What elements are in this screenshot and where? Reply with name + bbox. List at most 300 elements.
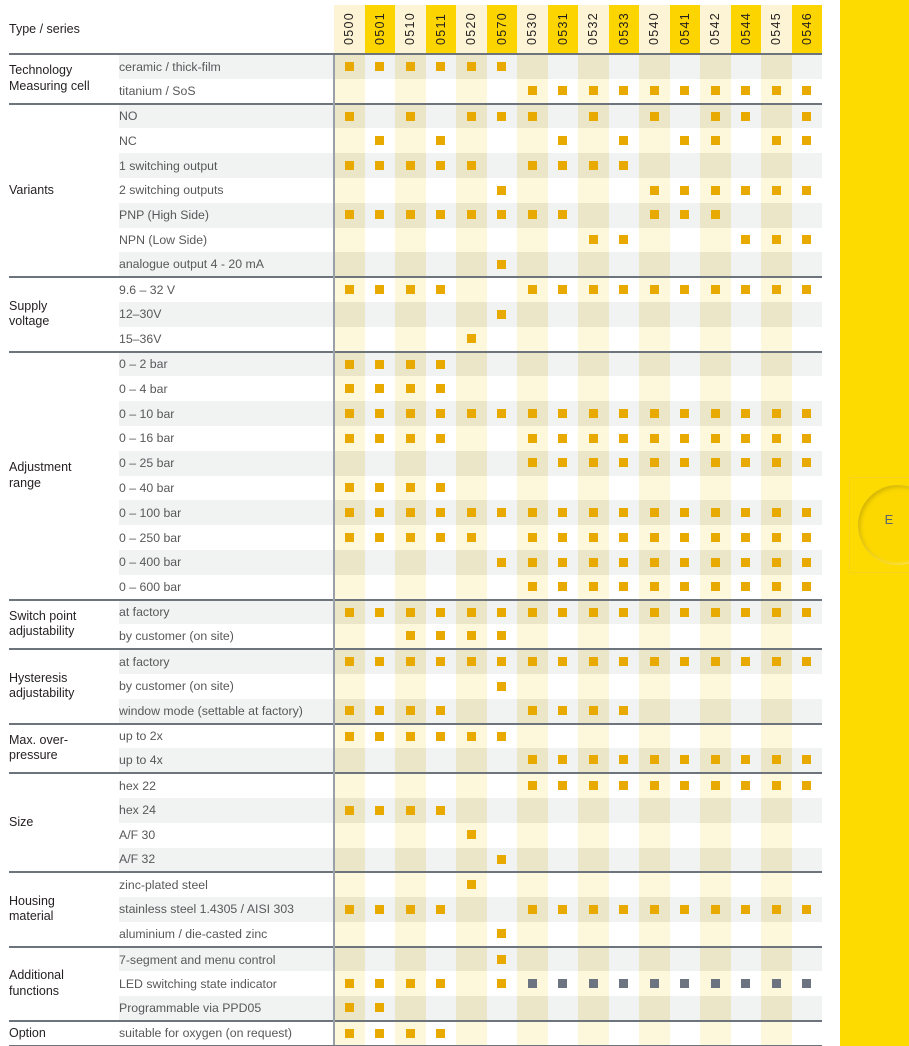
cell-0500[interactable]: [334, 401, 365, 426]
cell-0544[interactable]: [731, 79, 762, 104]
cell-0542[interactable]: [700, 947, 731, 972]
cell-0540[interactable]: [639, 748, 670, 773]
cell-0546[interactable]: [792, 252, 823, 277]
cell-0520[interactable]: [456, 228, 487, 253]
cell-0546[interactable]: [792, 674, 823, 699]
cell-0530[interactable]: [517, 773, 548, 798]
cell-0544[interactable]: [731, 947, 762, 972]
cell-0546[interactable]: [792, 228, 823, 253]
cell-0544[interactable]: [731, 451, 762, 476]
cell-0500[interactable]: [334, 525, 365, 550]
cell-0533[interactable]: [609, 649, 640, 674]
cell-0510[interactable]: [395, 624, 426, 649]
cell-0500[interactable]: [334, 252, 365, 277]
cell-0545[interactable]: [761, 178, 792, 203]
cell-0541[interactable]: [670, 426, 701, 451]
cell-0531[interactable]: [548, 426, 579, 451]
cell-0530[interactable]: [517, 922, 548, 947]
cell-0511[interactable]: [426, 848, 457, 873]
cell-0570[interactable]: [487, 897, 518, 922]
cell-0546[interactable]: [792, 54, 823, 79]
cell-0545[interactable]: [761, 476, 792, 501]
cell-0545[interactable]: [761, 922, 792, 947]
cell-0533[interactable]: [609, 748, 640, 773]
cell-0542[interactable]: [700, 525, 731, 550]
cell-0500[interactable]: [334, 550, 365, 575]
cell-0511[interactable]: [426, 724, 457, 749]
cell-0520[interactable]: [456, 426, 487, 451]
cell-0520[interactable]: [456, 252, 487, 277]
cell-0544[interactable]: [731, 724, 762, 749]
cell-0540[interactable]: [639, 128, 670, 153]
cell-0500[interactable]: [334, 426, 365, 451]
cell-0532[interactable]: [578, 104, 609, 129]
cell-0540[interactable]: [639, 451, 670, 476]
cell-0542[interactable]: [700, 128, 731, 153]
column-header-0544[interactable]: [731, 5, 762, 54]
cell-0546[interactable]: [792, 327, 823, 352]
cell-0533[interactable]: [609, 178, 640, 203]
column-header-0540[interactable]: [639, 5, 670, 54]
cell-0541[interactable]: [670, 996, 701, 1021]
cell-0541[interactable]: [670, 128, 701, 153]
cell-0542[interactable]: [700, 971, 731, 996]
cell-0511[interactable]: [426, 153, 457, 178]
cell-0501[interactable]: [365, 1021, 396, 1046]
cell-0511[interactable]: [426, 649, 457, 674]
cell-0545[interactable]: [761, 848, 792, 873]
cell-0520[interactable]: [456, 302, 487, 327]
cell-0510[interactable]: [395, 327, 426, 352]
cell-0530[interactable]: [517, 947, 548, 972]
cell-0531[interactable]: [548, 54, 579, 79]
cell-0531[interactable]: [548, 748, 579, 773]
cell-0545[interactable]: [761, 748, 792, 773]
cell-0544[interactable]: [731, 848, 762, 873]
cell-0532[interactable]: [578, 624, 609, 649]
cell-0510[interactable]: [395, 600, 426, 625]
cell-0520[interactable]: [456, 525, 487, 550]
cell-0546[interactable]: [792, 971, 823, 996]
cell-0500[interactable]: [334, 600, 365, 625]
cell-0532[interactable]: [578, 302, 609, 327]
cell-0542[interactable]: [700, 699, 731, 724]
cell-0510[interactable]: [395, 848, 426, 873]
cell-0533[interactable]: [609, 376, 640, 401]
cell-0542[interactable]: [700, 451, 731, 476]
cell-0542[interactable]: [700, 922, 731, 947]
cell-0544[interactable]: [731, 971, 762, 996]
cell-0520[interactable]: [456, 104, 487, 129]
cell-0545[interactable]: [761, 575, 792, 600]
cell-0570[interactable]: [487, 178, 518, 203]
cell-0540[interactable]: [639, 252, 670, 277]
cell-0530[interactable]: [517, 624, 548, 649]
cell-0544[interactable]: [731, 500, 762, 525]
cell-0533[interactable]: [609, 922, 640, 947]
cell-0540[interactable]: [639, 153, 670, 178]
cell-0531[interactable]: [548, 1021, 579, 1046]
cell-0545[interactable]: [761, 674, 792, 699]
cell-0542[interactable]: [700, 401, 731, 426]
cell-0544[interactable]: [731, 699, 762, 724]
cell-0570[interactable]: [487, 922, 518, 947]
cell-0544[interactable]: [731, 401, 762, 426]
cell-0545[interactable]: [761, 500, 792, 525]
cell-0540[interactable]: [639, 773, 670, 798]
cell-0530[interactable]: [517, 352, 548, 377]
cell-0530[interactable]: [517, 897, 548, 922]
cell-0520[interactable]: [456, 376, 487, 401]
cell-0520[interactable]: [456, 848, 487, 873]
cell-0532[interactable]: [578, 947, 609, 972]
cell-0531[interactable]: [548, 550, 579, 575]
cell-0533[interactable]: [609, 971, 640, 996]
cell-0542[interactable]: [700, 500, 731, 525]
cell-0541[interactable]: [670, 104, 701, 129]
cell-0540[interactable]: [639, 1021, 670, 1046]
cell-0541[interactable]: [670, 451, 701, 476]
cell-0511[interactable]: [426, 54, 457, 79]
cell-0531[interactable]: [548, 327, 579, 352]
cell-0533[interactable]: [609, 872, 640, 897]
cell-0570[interactable]: [487, 128, 518, 153]
cell-0545[interactable]: [761, 773, 792, 798]
cell-0511[interactable]: [426, 476, 457, 501]
cell-0544[interactable]: [731, 922, 762, 947]
cell-0540[interactable]: [639, 674, 670, 699]
cell-0520[interactable]: [456, 79, 487, 104]
cell-0501[interactable]: [365, 624, 396, 649]
cell-0511[interactable]: [426, 426, 457, 451]
cell-0570[interactable]: [487, 872, 518, 897]
cell-0533[interactable]: [609, 203, 640, 228]
cell-0510[interactable]: [395, 426, 426, 451]
cell-0530[interactable]: [517, 500, 548, 525]
cell-0501[interactable]: [365, 724, 396, 749]
cell-0500[interactable]: [334, 649, 365, 674]
cell-0570[interactable]: [487, 971, 518, 996]
cell-0511[interactable]: [426, 1021, 457, 1046]
cell-0533[interactable]: [609, 277, 640, 302]
column-header-0532[interactable]: [578, 5, 609, 54]
cell-0501[interactable]: [365, 575, 396, 600]
cell-0530[interactable]: [517, 550, 548, 575]
cell-0570[interactable]: [487, 525, 518, 550]
column-header-0542[interactable]: [700, 5, 731, 54]
cell-0530[interactable]: [517, 277, 548, 302]
cell-0511[interactable]: [426, 897, 457, 922]
cell-0544[interactable]: [731, 600, 762, 625]
cell-0545[interactable]: [761, 1021, 792, 1046]
cell-0533[interactable]: [609, 848, 640, 873]
cell-0511[interactable]: [426, 302, 457, 327]
cell-0532[interactable]: [578, 426, 609, 451]
cell-0545[interactable]: [761, 624, 792, 649]
cell-0540[interactable]: [639, 971, 670, 996]
cell-0500[interactable]: [334, 277, 365, 302]
cell-0540[interactable]: [639, 476, 670, 501]
cell-0541[interactable]: [670, 897, 701, 922]
cell-0532[interactable]: [578, 252, 609, 277]
cell-0530[interactable]: [517, 476, 548, 501]
cell-0533[interactable]: [609, 104, 640, 129]
cell-0533[interactable]: [609, 1021, 640, 1046]
cell-0544[interactable]: [731, 426, 762, 451]
cell-0540[interactable]: [639, 228, 670, 253]
cell-0511[interactable]: [426, 327, 457, 352]
cell-0546[interactable]: [792, 401, 823, 426]
cell-0501[interactable]: [365, 674, 396, 699]
cell-0544[interactable]: [731, 228, 762, 253]
cell-0520[interactable]: [456, 773, 487, 798]
cell-0532[interactable]: [578, 376, 609, 401]
cell-0545[interactable]: [761, 327, 792, 352]
cell-0511[interactable]: [426, 748, 457, 773]
cell-0532[interactable]: [578, 971, 609, 996]
cell-0500[interactable]: [334, 128, 365, 153]
cell-0540[interactable]: [639, 798, 670, 823]
cell-0541[interactable]: [670, 773, 701, 798]
cell-0531[interactable]: [548, 600, 579, 625]
cell-0544[interactable]: [731, 203, 762, 228]
cell-0511[interactable]: [426, 550, 457, 575]
cell-0532[interactable]: [578, 848, 609, 873]
cell-0545[interactable]: [761, 79, 792, 104]
cell-0541[interactable]: [670, 277, 701, 302]
cell-0511[interactable]: [426, 104, 457, 129]
column-header-0570[interactable]: [487, 5, 518, 54]
cell-0546[interactable]: [792, 575, 823, 600]
cell-0540[interactable]: [639, 302, 670, 327]
cell-0530[interactable]: [517, 525, 548, 550]
cell-0511[interactable]: [426, 600, 457, 625]
cell-0533[interactable]: [609, 996, 640, 1021]
cell-0546[interactable]: [792, 699, 823, 724]
cell-0510[interactable]: [395, 724, 426, 749]
cell-0544[interactable]: [731, 823, 762, 848]
cell-0570[interactable]: [487, 773, 518, 798]
cell-0546[interactable]: [792, 996, 823, 1021]
cell-0530[interactable]: [517, 575, 548, 600]
cell-0500[interactable]: [334, 104, 365, 129]
cell-0511[interactable]: [426, 451, 457, 476]
cell-0511[interactable]: [426, 401, 457, 426]
cell-0530[interactable]: [517, 54, 548, 79]
cell-0544[interactable]: [731, 575, 762, 600]
cell-0545[interactable]: [761, 153, 792, 178]
cell-0520[interactable]: [456, 724, 487, 749]
column-header-0546[interactable]: [792, 5, 823, 54]
cell-0510[interactable]: [395, 525, 426, 550]
cell-0511[interactable]: [426, 674, 457, 699]
cell-0533[interactable]: [609, 401, 640, 426]
cell-0511[interactable]: [426, 624, 457, 649]
cell-0541[interactable]: [670, 699, 701, 724]
cell-0520[interactable]: [456, 54, 487, 79]
cell-0532[interactable]: [578, 228, 609, 253]
cell-0545[interactable]: [761, 699, 792, 724]
cell-0530[interactable]: [517, 79, 548, 104]
cell-0531[interactable]: [548, 897, 579, 922]
cell-0570[interactable]: [487, 699, 518, 724]
cell-0570[interactable]: [487, 674, 518, 699]
cell-0570[interactable]: [487, 203, 518, 228]
cell-0546[interactable]: [792, 153, 823, 178]
cell-0546[interactable]: [792, 426, 823, 451]
cell-0541[interactable]: [670, 649, 701, 674]
cell-0520[interactable]: [456, 649, 487, 674]
cell-0541[interactable]: [670, 624, 701, 649]
cell-0541[interactable]: [670, 178, 701, 203]
cell-0570[interactable]: [487, 748, 518, 773]
cell-0501[interactable]: [365, 178, 396, 203]
cell-0532[interactable]: [578, 897, 609, 922]
cell-0570[interactable]: [487, 947, 518, 972]
cell-0510[interactable]: [395, 649, 426, 674]
cell-0531[interactable]: [548, 451, 579, 476]
cell-0510[interactable]: [395, 104, 426, 129]
cell-0520[interactable]: [456, 922, 487, 947]
cell-0501[interactable]: [365, 600, 396, 625]
cell-0545[interactable]: [761, 252, 792, 277]
cell-0501[interactable]: [365, 252, 396, 277]
cell-0510[interactable]: [395, 922, 426, 947]
cell-0501[interactable]: [365, 823, 396, 848]
cell-0501[interactable]: [365, 848, 396, 873]
cell-0570[interactable]: [487, 327, 518, 352]
cell-0501[interactable]: [365, 376, 396, 401]
cell-0510[interactable]: [395, 228, 426, 253]
cell-0520[interactable]: [456, 451, 487, 476]
cell-0500[interactable]: [334, 624, 365, 649]
cell-0570[interactable]: [487, 550, 518, 575]
cell-0530[interactable]: [517, 203, 548, 228]
cell-0533[interactable]: [609, 798, 640, 823]
cell-0520[interactable]: [456, 674, 487, 699]
cell-0510[interactable]: [395, 575, 426, 600]
cell-0540[interactable]: [639, 376, 670, 401]
cell-0533[interactable]: [609, 228, 640, 253]
cell-0542[interactable]: [700, 872, 731, 897]
cell-0541[interactable]: [670, 922, 701, 947]
cell-0532[interactable]: [578, 922, 609, 947]
cell-0500[interactable]: [334, 872, 365, 897]
cell-0500[interactable]: [334, 79, 365, 104]
cell-0546[interactable]: [792, 451, 823, 476]
cell-0501[interactable]: [365, 128, 396, 153]
cell-0545[interactable]: [761, 451, 792, 476]
cell-0540[interactable]: [639, 327, 670, 352]
cell-0546[interactable]: [792, 302, 823, 327]
cell-0532[interactable]: [578, 748, 609, 773]
cell-0545[interactable]: [761, 996, 792, 1021]
cell-0541[interactable]: [670, 575, 701, 600]
cell-0542[interactable]: [700, 79, 731, 104]
cell-0530[interactable]: [517, 426, 548, 451]
cell-0541[interactable]: [670, 823, 701, 848]
cell-0501[interactable]: [365, 327, 396, 352]
cell-0520[interactable]: [456, 748, 487, 773]
cell-0501[interactable]: [365, 500, 396, 525]
cell-0532[interactable]: [578, 699, 609, 724]
cell-0511[interactable]: [426, 352, 457, 377]
cell-0570[interactable]: [487, 996, 518, 1021]
cell-0545[interactable]: [761, 128, 792, 153]
cell-0541[interactable]: [670, 376, 701, 401]
cell-0546[interactable]: [792, 848, 823, 873]
cell-0546[interactable]: [792, 600, 823, 625]
cell-0532[interactable]: [578, 178, 609, 203]
cell-0541[interactable]: [670, 327, 701, 352]
cell-0520[interactable]: [456, 178, 487, 203]
cell-0511[interactable]: [426, 228, 457, 253]
cell-0531[interactable]: [548, 724, 579, 749]
cell-0511[interactable]: [426, 277, 457, 302]
cell-0520[interactable]: [456, 352, 487, 377]
cell-0500[interactable]: [334, 302, 365, 327]
cell-0546[interactable]: [792, 724, 823, 749]
column-header-0545[interactable]: [761, 5, 792, 54]
cell-0501[interactable]: [365, 971, 396, 996]
cell-0541[interactable]: [670, 352, 701, 377]
cell-0542[interactable]: [700, 327, 731, 352]
cell-0545[interactable]: [761, 228, 792, 253]
cell-0500[interactable]: [334, 823, 365, 848]
cell-0546[interactable]: [792, 178, 823, 203]
cell-0545[interactable]: [761, 798, 792, 823]
cell-0511[interactable]: [426, 773, 457, 798]
cell-0540[interactable]: [639, 79, 670, 104]
cell-0544[interactable]: [731, 277, 762, 302]
column-header-0533[interactable]: [609, 5, 640, 54]
cell-0511[interactable]: [426, 971, 457, 996]
cell-0532[interactable]: [578, 352, 609, 377]
cell-0500[interactable]: [334, 153, 365, 178]
cell-0532[interactable]: [578, 54, 609, 79]
cell-0542[interactable]: [700, 426, 731, 451]
cell-0544[interactable]: [731, 897, 762, 922]
cell-0511[interactable]: [426, 79, 457, 104]
cell-0545[interactable]: [761, 376, 792, 401]
cell-0531[interactable]: [548, 624, 579, 649]
cell-0510[interactable]: [395, 674, 426, 699]
cell-0520[interactable]: [456, 947, 487, 972]
cell-0533[interactable]: [609, 54, 640, 79]
cell-0531[interactable]: [548, 203, 579, 228]
cell-0540[interactable]: [639, 401, 670, 426]
cell-0532[interactable]: [578, 575, 609, 600]
cell-0542[interactable]: [700, 897, 731, 922]
cell-0546[interactable]: [792, 649, 823, 674]
cell-0545[interactable]: [761, 525, 792, 550]
cell-0570[interactable]: [487, 600, 518, 625]
cell-0532[interactable]: [578, 327, 609, 352]
cell-0544[interactable]: [731, 302, 762, 327]
cell-0530[interactable]: [517, 128, 548, 153]
cell-0540[interactable]: [639, 649, 670, 674]
cell-0546[interactable]: [792, 525, 823, 550]
cell-0546[interactable]: [792, 1021, 823, 1046]
cell-0531[interactable]: [548, 922, 579, 947]
cell-0531[interactable]: [548, 352, 579, 377]
cell-0530[interactable]: [517, 104, 548, 129]
cell-0570[interactable]: [487, 401, 518, 426]
cell-0541[interactable]: [670, 674, 701, 699]
cell-0520[interactable]: [456, 550, 487, 575]
cell-0532[interactable]: [578, 724, 609, 749]
cell-0530[interactable]: [517, 178, 548, 203]
